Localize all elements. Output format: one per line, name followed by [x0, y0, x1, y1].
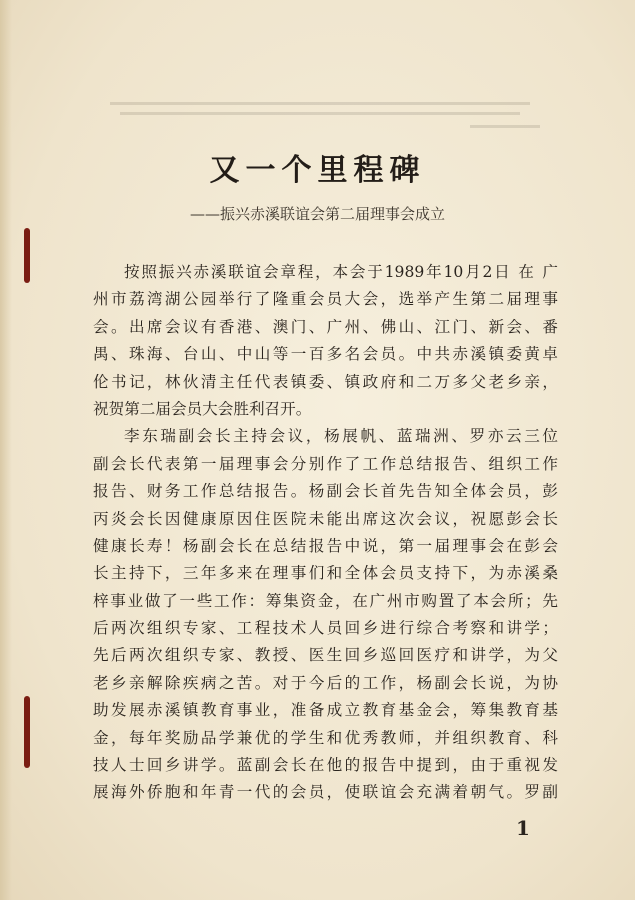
text-line: 先后两次组织专家、教授、医生回乡巡回医疗和讲学，为父 [93, 646, 558, 665]
text-line: 副会长代表第一届理事会分别作了工作总结报告、组织工作 [93, 454, 558, 473]
page-edge-shadow [0, 0, 12, 900]
text-line: 禺、珠海、台山、中山等一百多名会员。中共赤溪镇委黄卓 [93, 345, 558, 364]
text-line: 丙炎会长因健康原因住医院未能出席这次会议，祝愿彭会长 [93, 509, 558, 528]
page-number: 1 [516, 816, 530, 840]
article-body [93, 259, 558, 807]
text-line: 后两次组织专家、工程技术人员回乡进行综合考察和讲学； [93, 619, 558, 638]
article-subtitle: ——振兴赤溪联谊会第二届理事会成立 [190, 205, 446, 223]
text-line: 展海外侨胞和年青一代的会员，使联谊会充满着朝气。罗副 [93, 783, 558, 802]
article-title: 又一个里程碑 [209, 153, 426, 188]
text-line: 老乡亲解除疾病之苦。对于今后的工作，杨副会长说，为协 [93, 673, 558, 692]
text-line: 助发展赤溪镇教育事业，准备成立教育基金会，筹集教育基 [93, 701, 558, 720]
text-line: 技人士回乡讲学。蓝副会长在他的报告中提到，由于重视发 [93, 756, 558, 775]
binding-mark [24, 696, 30, 768]
text-line: 健康长寿！杨副会长在总结报告中说，第一届理事会在彭会 [93, 536, 558, 555]
text-line: 伦书记，林伙清主任代表镇委、镇政府和二万多父老乡亲， [93, 372, 558, 391]
text-line: 会。出席会议有香港、澳门、广州、佛山、江门、新会、番 [93, 317, 558, 336]
text-line: 州市荔湾湖公园举行了隆重会员大会，选举产生第二届理事 [93, 290, 558, 309]
binding-mark [24, 228, 30, 283]
text-line: 长主持下，三年多来在理事们和全体会员支持下，为赤溪桑 [93, 564, 558, 583]
text-line: 李东瑞副会长主持会议，杨展帆、蓝瑞洲、罗亦云三位 [124, 427, 558, 446]
text-line: 祝贺第二届会员大会胜利召开。 [93, 399, 312, 418]
text-line: 报告、财务工作总结报告。杨副会长首先告知全体会员，彭 [93, 482, 558, 501]
text-line: 按照振兴赤溪联谊会章程，本会于1989年10月2日 在 广 [124, 263, 558, 281]
text-line: 金，每年奖励品学兼优的学生和优秀教师，并组织教育、科 [93, 728, 558, 747]
text-line: 梓事业做了一些工作：筹集资金，在广州市购置了本会所；先 [93, 591, 558, 610]
reverse-side-bleed-through [0, 0, 635, 140]
